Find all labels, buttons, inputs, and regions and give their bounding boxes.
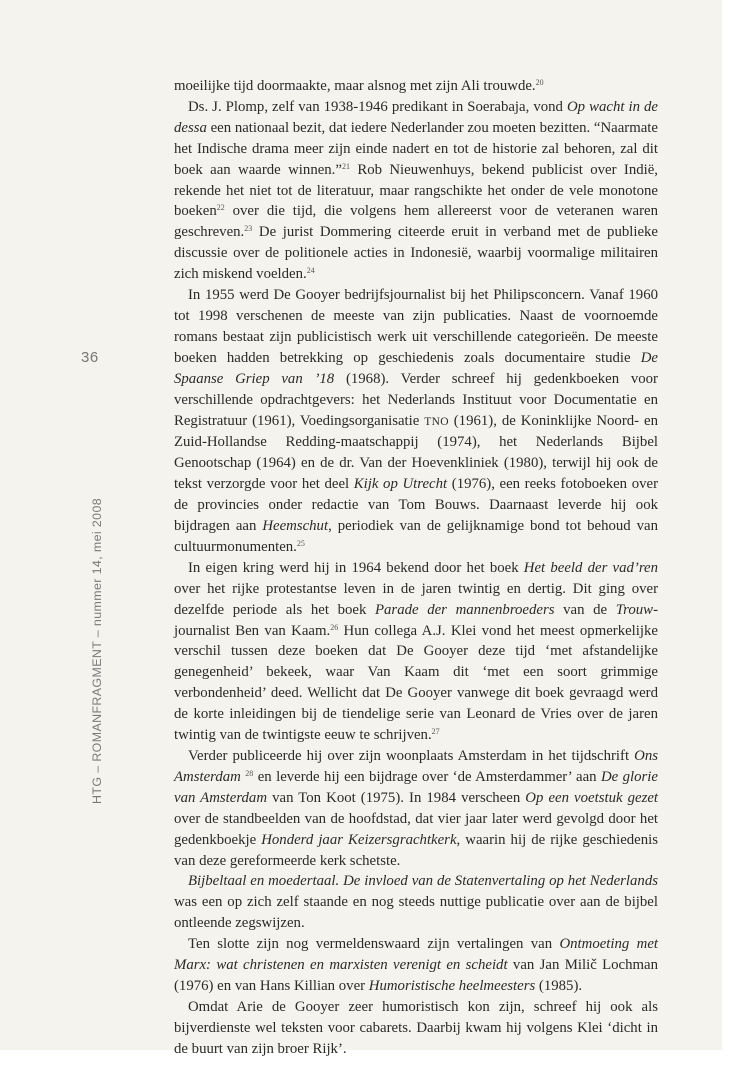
paragraph: In eigen kring werd hij in 1964 bekend door het boek Het beeld der vad’ren over het rijke protestantse leven in de jaren twintig en dertig. Dit ging over dezelfde periode als het boek Parade der mannenbroeders van de Trouw-journalist Ben van Kaam.$^{26}$ Hun collega A.J. Klei vond het meest opmerkelijke verschil tussen deze boeken dat De Gooyer deze tijd ‘met afstandelijke genegenheid’ bekeek, waar Van Kaam dit ‘met een soort grimmige verbondenheid’ deed. Wellicht dat De Gooyer vanwege dit boek gevraagd werd de korte inleidingen bij de tiendelige serie van Leonard de Vries over de jaren twintig van de twintigste eeuw te schrijven.$^{27}$ [174, 559, 658, 744]
running-footer: HTG – ROMANFRAGMENT – nummer 14, mei 2008 [90, 497, 104, 804]
paragraph: Verder publiceerde hij over zijn woonplaats Amsterdam in het tijdschrift Ons Amsterdam $^{28}$ en leverde hij een bijdrage over ‘de Amsterdammer’ aan De glorie van Amsterdam van Ton Koot (1975). In 1984 verscheen Op een voetstuk gezet over de standbeelden van de hoofdstad, dat vier jaar later werd gevolgd door het gedenkboekje Honderd jaar Keizersgrachtkerk, waarin hij de rijke geschiedenis van deze gereformeerde kerk schetste. [174, 748, 659, 869]
body-text [174, 76, 658, 1060]
paragraph: Ten slotte zijn nog vermeldenswaard zijn vertalingen van Ontmoeting met Marx: wat christenen en marxisten verenigt en scheidt van Jan Milič Lochman (1976) en van Hans Killian over Humoristische heelmeesters (1985). [174, 936, 659, 994]
paragraph: moeilijke tijd doormaakte, maar alsnog met zijn Ali trouwde.$^{20}$ [174, 78, 544, 94]
paragraph: Ds. J. Plomp, zelf van 1938-1946 predikant in Soerabaja, vond Op wacht in de dessa een nationaal bezit, dat iedere Nederlander zou moeten bezitten. “Naarmate het Indische drama meer zijn einde nadert en tot de historie zal behoren, zal dit boek aan waarde winnen.”$^{21}$ Rob Nieuwenhuys, bekend publicist over Indië, rekende het niet tot de literatuur, maar rangschikte het onder de vele monotone boeken$^{22}$ over die tijd, die volgens hem allereerst voor de veteranen waren geschreven.$^{23}$ De jurist Dommering citeerde eruit in verband met de publieke discussie over de politionele acties in Indonesië, waarbij voormalige militairen zich miskend voelden.$^{24}$ [174, 98, 658, 283]
footnote-ref[interactable]: 20 [535, 78, 544, 87]
paragraph: Omdat Arie de Gooyer zeer humoristisch kon zijn, schreef hij ook als bijverdienste wel teksten voor cabarets. Daarbij kwam hij volgens Klei ‘dicht in de buurt van zijn broer Rijk’. [174, 998, 658, 1057]
page-number: 36 [81, 349, 99, 366]
paragraph: In 1955 werd De Gooyer bedrijfsjournalist bij het Philipsconcern. Vanaf 1960 tot 1998 verschenen de meeste van zijn publicaties. Naast de voornoemde romans bestaat zijn publicistisch werk uit verschillende categorieën. De meeste boeken hadden betrekking op geschiedenis zoals documentaire studie De Spaanse Griep van ’18 (1968). Verder schreef hij gedenkboeken voor verschillende opdrachtgevers: het Nederlands Instituut voor Documentatie en Registratuur (1961), Voedingsorganisatie TNO (1961), de Koninklijke Noord- en Zuid-Hollandse Redding-maatschappij (1974), het Nederlands Bijbel Genootschap (1964) en de dr. Van der Hoevenkliniek (1980), terwijl hij ook de tekst verzorgde voor het deel Kijk op Utrecht (1976), een reeks fotoboeken over de provincies onder redactie van Tom Bouws. Daarnaast leverde hij ook bijdragen aan Heemschut, periodiek van de gelijknamige bond tot behoud van cultuurmonumenten.$^{25}$ [174, 287, 659, 555]
footnote-ref[interactable]: 26 [330, 622, 339, 632]
footnote-ref[interactable]: 21 [341, 161, 350, 171]
footnote-ref[interactable]: 28 [245, 768, 254, 778]
footnote-ref[interactable]: 27 [431, 727, 440, 737]
footnote-ref[interactable]: 25 [296, 538, 305, 548]
paragraph: Bijbeltaal en moedertaal. De invloed van de Statenvertaling op het Nederlands was een op zich zelf staande en nog steeds nuttige publicatie over aan de bijbel ontleende zegswijzen. [174, 873, 658, 932]
footnote-ref[interactable]: 22 [216, 203, 225, 213]
footnote-ref[interactable]: 24 [306, 266, 315, 276]
footnote-ref[interactable]: 23 [244, 224, 253, 234]
